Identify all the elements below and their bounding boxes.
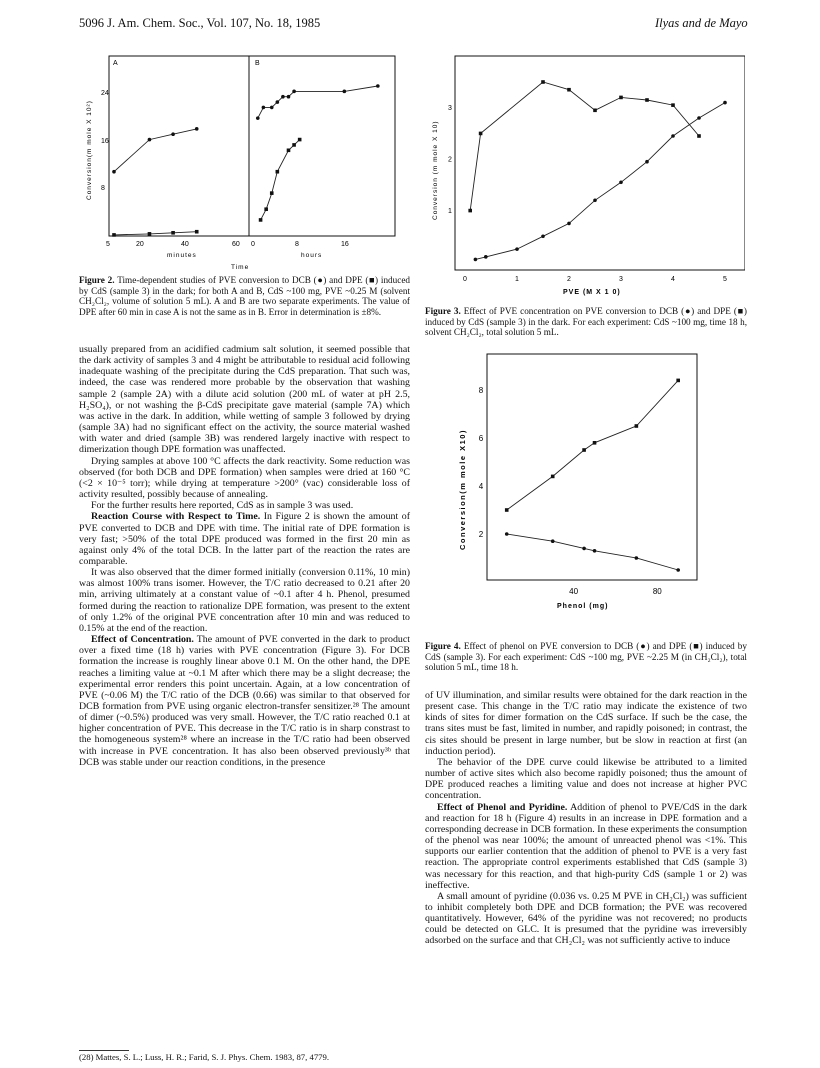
data-point-dcb <box>505 532 509 536</box>
caption-label: Figure 3. <box>425 306 461 316</box>
fig4-ytick: 8 <box>478 386 484 395</box>
paragraph: It was also observed that the dimer formed initially (conversion 0.11%, 10 min) was almost 100% trans isomer. However, the T/C ratio decreased to 0.21 after 20 min, arriving ultimately at a constant value of ~0.1 after 4 h. Phenol, presumed formed during the reaction to rationalize DPE formation, was present to the extent of only 1.2% of the original PVE concentration after 10 min and was reduced to 0.15% at the end of the reaction. <box>79 567 410 634</box>
data-point-dpe <box>582 448 586 452</box>
data-point-dpe <box>270 191 274 195</box>
data-point-dcb <box>171 132 175 136</box>
footnote-rule <box>79 1050 129 1051</box>
paragraph: of UV illumination, and similar results were obtained for the dark reaction in the present case. This change in the T/C ratio may indicate the existence of two kinds of sites for dimer formation on the CdS surface. If such be the case, the trans sites must be fast, limited in number, and rapidly poisoned; in contrast, the cis sites should be present in large number, but be slow in reaction at first (an induction period). <box>425 690 747 757</box>
data-point-dpe <box>635 424 639 428</box>
series-line <box>507 380 679 510</box>
running-header-authors: Ilyas and de Mayo <box>655 16 748 30</box>
figure-2-chart <box>79 50 409 275</box>
paragraph <box>425 802 747 891</box>
figure-3-caption <box>425 306 747 338</box>
fig3-xlabel: PVE (M X 1 0) <box>563 289 621 296</box>
footnote: (28) Mattes, S. L.; Luss, H. R.; Farid, S. J. Phys. Chem. 1983, 87, 4779. <box>79 1052 330 1062</box>
fig3-xtick: 3 <box>619 276 623 283</box>
data-point-dpe <box>619 96 623 100</box>
fig3-xtick: 2 <box>567 276 571 283</box>
fig4-ylabel: Conversion(m mole X10) <box>458 429 467 550</box>
data-point-dcb <box>287 95 291 99</box>
data-point-dcb <box>619 180 623 184</box>
figure-4-chart <box>445 350 705 640</box>
caption-text: Effect of phenol on PVE conversion to DCB (●) and DPE (■) induced by CdS (sample 3). For each experiment: CdS ~100 mg, PVE ~2.25 M (in CH₂Cl₂), total solution 5 mL, time 18 h. <box>425 641 747 673</box>
data-point-dpe <box>593 441 597 445</box>
fig2-xtick: 0 <box>251 241 255 248</box>
data-point-dcb <box>723 101 727 105</box>
data-point-dcb <box>593 198 597 202</box>
left-column <box>79 344 410 768</box>
data-point-dcb <box>676 568 680 572</box>
series-line <box>470 82 699 211</box>
caption-label: Figure 4. <box>425 641 461 651</box>
data-point-dpe <box>195 230 199 234</box>
fig3-ylabel: Conversion (m mole X 10) <box>432 120 439 220</box>
fig4-xtick: 40 <box>569 587 579 596</box>
data-point-dpe <box>479 132 483 136</box>
fig3-frame <box>455 56 745 270</box>
fig2-panel-b-frame <box>249 56 395 236</box>
figure-4 <box>445 350 705 640</box>
data-point-dcb <box>484 255 488 259</box>
section-heading: Reaction Course with Respect to Time. <box>91 511 261 523</box>
paragraph: The behavior of the DPE curve could likewise be attributed to a limited number of active sites which also become rapidly poisoned; thus the amount of DPE produced reaches a limiting value and does not increase at higher PVC concentration. <box>425 756 747 802</box>
data-point-dcb <box>276 100 280 104</box>
data-point-dpe <box>551 475 555 479</box>
figure-3-chart <box>425 50 745 310</box>
data-point-dcb <box>148 138 152 142</box>
series-line <box>475 103 725 260</box>
fig3-xtick: 0 <box>463 276 467 283</box>
fig4-frame <box>487 354 697 580</box>
fig4-ytick: 4 <box>478 482 484 491</box>
paragraph <box>79 634 410 768</box>
data-point-dpe <box>259 218 263 222</box>
data-point-dcb <box>541 234 545 238</box>
fig2-panel-b-label: B <box>255 60 260 67</box>
paragraph-text: In Figure 2 is shown the amount of PVE converted to DCB and DPE with time. The initial rate of DPE formation is very fast; >50% of the total DPE produced was formed in the first 20 min as against only 4% of the total DCB. In the latter part of the reaction the rates are comparable. <box>79 511 410 567</box>
fig2-xunit-b: hours <box>301 252 323 259</box>
data-point-dcb <box>671 134 675 138</box>
paragraph: A small amount of pyridine (0.036 vs. 0.25 M PVE in CH₂Cl₂) was sufficient to inhibit completely both DPE and DCB formation; the PVE was recovered quantitatively. However, 64% of the pyridine was not recovered; no products could be detected on GLC. It is presumed that the pyridine was irreversibly adsorbed on the surface and that CH₂Cl₂ was not sufficiently active to induce <box>425 890 747 947</box>
data-point-dcb <box>635 556 639 560</box>
fig2-panel-a-frame <box>109 56 249 236</box>
fig4-xtick: 80 <box>652 587 662 596</box>
data-point-dpe <box>468 209 472 213</box>
data-point-dcb <box>112 170 116 174</box>
fig4-xlabel: Phenol (mg) <box>557 603 609 610</box>
data-point-dcb <box>474 258 478 262</box>
running-header: 5096 J. Am. Chem. Soc., Vol. 107, No. 18, 1985 <box>79 16 321 30</box>
data-point-dcb <box>697 116 701 120</box>
data-point-dpe <box>697 134 701 138</box>
data-point-dpe <box>645 98 649 102</box>
data-point-dcb <box>256 116 260 120</box>
data-point-dcb <box>262 106 266 110</box>
paragraph-text: The amount of PVE converted in the dark to product over a fixed time (18 h) varies with PVE concentration (Figure 3). For DCB formation the increase is roughly linear above 0.1 M. On the other hand, the DPE reaches a limiting value at ~0.1 M after which there may be a slight decrease; the experimental error renders this point uncertain. Again, at a low concentration of PVE (~0.06 M) the T/C ratio of the DCB (0.66) was similar to that observed for DCB formation from PVE using organic electron-transfer sensitizer.²⁸ The amount of dimer (~0.5%) produced was very small. However, the T/C ratio reached 0.1 at higher concentration of PVE. This decrease in the T/C ratio is in sharp constrast to the homogeneous system²⁸ where an increase in the T/C ratio had been observed with increase in PVE concentration. It has also been observed previously³ᵇ that DCB was stable under our reaction conditions, in the presence <box>79 634 410 768</box>
figure-2 <box>79 50 409 275</box>
data-point-dcb <box>515 247 519 251</box>
fig2-xlabel: Time <box>231 264 250 271</box>
fig2-xtick: 16 <box>341 241 349 248</box>
section-heading: Effect of Concentration. <box>91 634 194 646</box>
fig2-xtick: 5 <box>106 241 110 248</box>
data-point-dcb <box>292 90 296 94</box>
data-point-dcb <box>281 95 285 99</box>
section-heading: Effect of Phenol and Pyridine. <box>437 801 568 813</box>
data-point-dcb <box>567 222 571 226</box>
fig2-panel-a-label: A <box>113 60 118 67</box>
data-point-dcb <box>551 539 555 543</box>
data-point-dcb <box>376 84 380 88</box>
fig2-ylabel: Conversion(m mole X 10²) <box>86 100 93 200</box>
data-point-dpe <box>292 143 296 147</box>
paragraph <box>79 511 410 567</box>
fig2-xtick: 20 <box>136 241 144 248</box>
fig3-xtick: 5 <box>723 276 727 283</box>
data-point-dcb <box>270 106 274 110</box>
data-point-dpe <box>541 80 545 84</box>
data-point-dpe <box>148 232 152 236</box>
fig3-xtick: 1 <box>515 276 519 283</box>
fig3-ytick: 2 <box>448 156 452 164</box>
data-point-dcb <box>645 160 649 164</box>
data-point-dcb <box>582 547 586 551</box>
data-point-dpe <box>505 508 509 512</box>
fig2-xunit-a: minutes <box>167 252 197 259</box>
fig4-ytick: 2 <box>478 530 484 539</box>
figure-2-caption <box>79 275 410 317</box>
fig2-ytick: 8 <box>101 185 105 192</box>
series-line <box>507 534 679 570</box>
data-point-dpe <box>298 138 302 142</box>
fig3-ytick: 1 <box>448 208 452 216</box>
data-point-dpe <box>567 88 571 92</box>
series-line <box>114 129 197 172</box>
caption-text: Time-dependent studies of PVE conversion to DCB (●) and DPE (■) induced by CdS (sample 3) in the dark; for both A and B, CdS ~100 mg, PVE ~0.25 M (solvent CH₂Cl₂, volume of solution 5 mL). A and B are two separate experiments. The value of DPE after 60 min in case A is not the same as in B. Error in determination is ±8%. <box>79 275 410 317</box>
data-point-dpe <box>671 103 675 107</box>
data-point-dcb <box>343 90 347 94</box>
figure-3 <box>425 50 745 310</box>
paragraph: For the further results here reported, CdS as in sample 3 was used. <box>91 500 354 512</box>
fig3-xtick: 4 <box>671 276 675 283</box>
fig2-ytick: 24 <box>101 90 109 97</box>
caption-label: Figure 2. <box>79 275 115 285</box>
fig2-ytick: 16 <box>101 138 109 145</box>
caption-text: Effect of PVE concentration on PVE conversion to DCB (●) and DPE (■) induced by CdS (sample 3) in the dark. For each experiment: CdS ~100 mg, time 18 h, solvent CH₂Cl₂, total solution 5 mL. <box>425 306 747 338</box>
data-point-dpe <box>593 108 597 112</box>
fig2-xtick: 60 <box>232 241 240 248</box>
paragraph: usually prepared from an acidified cadmium salt solution, it seemed possible that the dark activity of samples 3 and 4 might be attributable to residual acid following inadequate washing of the precipitate during the CdS preparation. That such was, indeed, the case was rendered more probable by the observation that washing sample 2 (sample 2A) with a dilute acid solution (200 mL of water at pH 2.5, H₂SO₄), or not washing the β-CdS precipitate gave material (sample 7A) which was active in the dark. In addition, while wetting of sample 3 followed by drying (sample 3A) had no significant effect on the activity, the source material washed with water and dried (sample 3B) was rendered largely inactive with respect to dimerization though DPE formation was unaffected. <box>79 344 410 456</box>
series-line <box>114 232 197 235</box>
fig3-ytick: 3 <box>448 105 452 113</box>
paragraph-text: Addition of phenol to PVE/CdS in the dark and reaction for 18 h (Figure 4) results in an increase in DPE formation and a corresponding decrease in DCB formation. In these experiments the consumption of the phenol was near 100%; the amount of unreacted phenol was <1%. This supports our earlier contention that the addition of phenol to PVE is a very fast reaction. The appropriate control experiments established that CdS (sample 3) was necessary for this reaction, and that high-purity CdS (sample 1 or 2) was ineffective. <box>425 801 748 891</box>
data-point-dpe <box>676 379 680 383</box>
data-point-dpe <box>276 170 280 174</box>
data-point-dpe <box>264 207 268 211</box>
fig2-xtick: 40 <box>181 241 189 248</box>
data-point-dcb <box>195 127 199 131</box>
data-point-dpe <box>112 233 116 237</box>
paragraph: Drying samples at above 100 °C affects the dark reactivity. Some reduction was observed (for both DCB and DPE formation) when samples were dried at 160 °C (<2 × 10⁻⁵ torr); while drying at temperature >200° (vac) considerable loss of activity resulted, possibly because of annealing. <box>79 455 410 501</box>
data-point-dpe <box>287 148 291 152</box>
fig4-ytick: 6 <box>478 434 484 443</box>
fig2-xtick: 8 <box>295 241 299 248</box>
figure-4-caption <box>425 641 747 673</box>
data-point-dcb <box>593 549 597 553</box>
right-column <box>425 690 747 947</box>
data-point-dpe <box>171 231 175 235</box>
